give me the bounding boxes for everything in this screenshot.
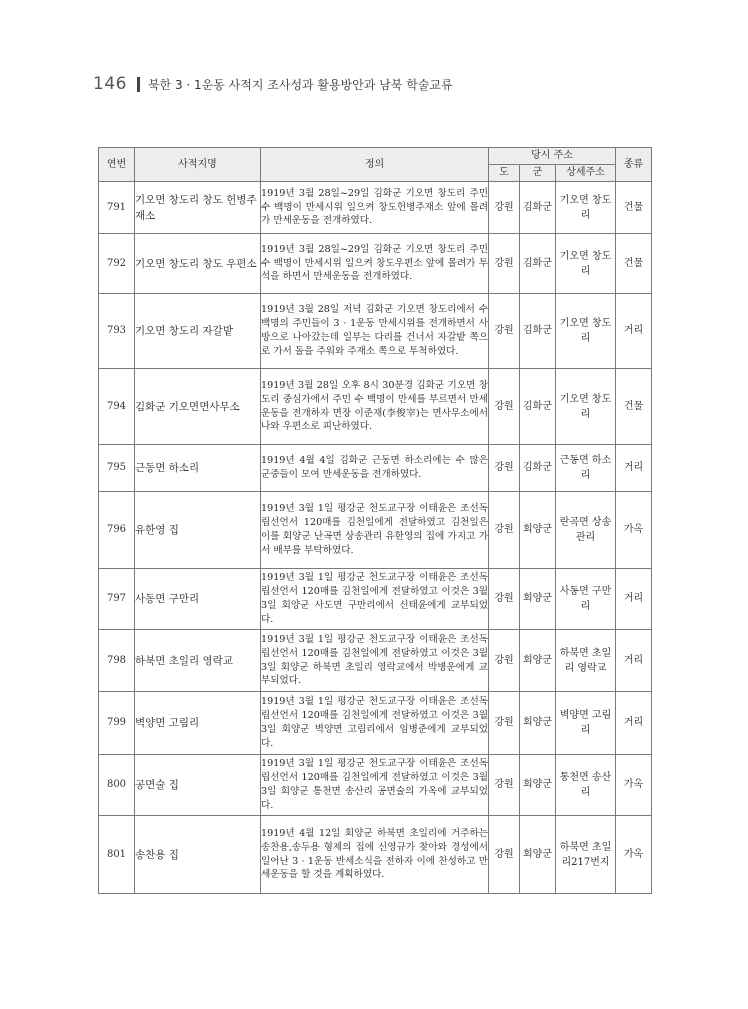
col-detail-header: 상세주소 xyxy=(556,165,616,182)
col-site-header: 사적지명 xyxy=(135,148,261,182)
site-type: 건물 xyxy=(616,182,652,234)
table-row xyxy=(99,630,652,692)
row-number: 792 xyxy=(99,234,135,294)
site-definition: 1919년 3월 1일 평강군 천도교구장 이태윤은 조선독립선언서 120매를 김천일에게 전달하였고 이것은 3월 3일 회양군 하북면 초일리 영락교에서 박병운에게 교부되었다. xyxy=(261,630,489,692)
county: 회양군 xyxy=(520,630,556,692)
col-address-group-header: 당시 주소 xyxy=(489,148,616,165)
col-county-header: 군 xyxy=(520,165,556,182)
table-header xyxy=(99,148,652,182)
site-definition: 1919년 4월 12일 회양군 하북면 초일리에 거주하는 송찬용,송두용 형제의 집에 신영규가 찾아와 경성에서 일어난 3 · 1운동 반세소식을 전하자 이에 찬성하고 만세운동을 할 것을 계획하였다. xyxy=(261,816,489,894)
site-definition: 1919년 3월 1일 평강군 천도교구장 이태윤은 조선독립선언서 120매를 김천일에게 전달하였고 이것은 3월 3일 회양군 벽양면 고림리에서 임병준에게 교부되었다. xyxy=(261,692,489,755)
col-definition-header: 정의 xyxy=(261,148,489,182)
table-row xyxy=(99,445,652,492)
col-number-header: 연번 xyxy=(99,148,135,182)
site-type: 건물 xyxy=(616,234,652,294)
province: 강원 xyxy=(489,294,520,369)
county: 김화군 xyxy=(520,234,556,294)
site-definition: 1919년 3월 1일 평강군 천도교구장 이태윤은 조선독립선언서 120매를 김천일에게 전달하였고 김천일은 이를 회양군 난곡면 상송관리 유한영의 집에 가지고 가서 배부를 부탁하였다. xyxy=(261,492,489,569)
detail-address: 벽양면 고림리 xyxy=(556,692,616,755)
site-name: 하북면 초일리 영락교 xyxy=(135,630,261,692)
detail-address: 근동면 하소리 xyxy=(556,445,616,492)
row-number: 796 xyxy=(99,492,135,569)
site-name: 벽양면 고림리 xyxy=(135,692,261,755)
site-name: 기오면 창도리 자갈밭 xyxy=(135,294,261,369)
site-name: 김화군 기오면면사무소 xyxy=(135,369,261,445)
site-name: 기오면 창도리 창도 헌병주재소 xyxy=(135,182,261,234)
header-divider xyxy=(137,77,140,92)
detail-address: 기오면 창도리 xyxy=(556,234,616,294)
county: 김화군 xyxy=(520,182,556,234)
col-type-header: 종류 xyxy=(616,148,652,182)
province: 강원 xyxy=(489,755,520,816)
site-type: 거리 xyxy=(616,445,652,492)
site-name: 사동면 구만리 xyxy=(135,569,261,630)
table-row xyxy=(99,816,652,894)
table-row xyxy=(99,294,652,369)
site-definition: 1919년 3월 28일 저녁 김화군 기오면 창도리에서 수 백명의 주민들이 3 · 1운동 만세시위를 전개하면서 사방으로 나아갔는데 일부는 다리를 건너서 자갈밭 쪽으로 가서 돌을 주워와 주재소 쪽으로 투척하였다. xyxy=(261,294,489,369)
detail-address: 란곡면 상송관리 xyxy=(556,492,616,569)
county: 회양군 xyxy=(520,569,556,630)
row-number: 798 xyxy=(99,630,135,692)
province: 강원 xyxy=(489,369,520,445)
detail-address: 사동면 구만리 xyxy=(556,569,616,630)
province: 강원 xyxy=(489,445,520,492)
row-number: 794 xyxy=(99,369,135,445)
table-row xyxy=(99,182,652,234)
county: 회양군 xyxy=(520,692,556,755)
row-number: 795 xyxy=(99,445,135,492)
site-name: 송찬용 집 xyxy=(135,816,261,894)
detail-address: 기오면 창도리 xyxy=(556,294,616,369)
province: 강원 xyxy=(489,692,520,755)
site-type: 거리 xyxy=(616,630,652,692)
row-number: 799 xyxy=(99,692,135,755)
site-definition: 1919년 3월 28일 오후 8시 30분경 김화군 기오면 창도리 중심가에서 주민 수 백명이 만세를 부르면서 만세운동을 전개하자 면장 이준재(李俊宰)는 면사무소에서 나와 우편소로 피난하였다. xyxy=(261,369,489,445)
table-row xyxy=(99,369,652,445)
site-definition: 1919년 4월 4일 김화군 근동면 하소리에는 수 많은 군중들이 모여 만세운동을 전개하였다. xyxy=(261,445,489,492)
page-header xyxy=(93,71,653,97)
detail-address: 하북면 초일리 영락교 xyxy=(556,630,616,692)
province: 강원 xyxy=(489,569,520,630)
row-number: 797 xyxy=(99,569,135,630)
site-name: 공면술 집 xyxy=(135,755,261,816)
site-name: 근동면 하소리 xyxy=(135,445,261,492)
site-definition: 1919년 3월 1일 평강군 천도교구장 이태윤은 조선독립선언서 120매를 김천일에게 전달하였고 이것은 3월 3일 회양군 통천면 송산리 공면술의 가옥에 교부되었다. xyxy=(261,755,489,816)
county: 회양군 xyxy=(520,492,556,569)
row-number: 791 xyxy=(99,182,135,234)
province: 강원 xyxy=(489,234,520,294)
running-title: 북한 3 · 1운동 사적지 조사성과 활용방안과 남북 학술교류 xyxy=(147,77,453,92)
province: 강원 xyxy=(489,492,520,569)
site-type: 가옥 xyxy=(616,492,652,569)
county: 김화군 xyxy=(520,445,556,492)
site-name: 유한영 집 xyxy=(135,492,261,569)
site-definition: 1919년 3월 28일~29일 김화군 기오면 창도리 주민 수 백명이 만세시위 일으켜 창도우편소 앞에 몰려가 투석을 하면서 만세운동을 전개하였다. xyxy=(261,234,489,294)
historic-sites-table xyxy=(98,147,652,894)
detail-address: 기오면 창도리 xyxy=(556,369,616,445)
row-number: 801 xyxy=(99,816,135,894)
site-definition: 1919년 3월 1일 평강군 천도교구장 이태윤은 조선독립선언서 120매를 김천일에게 전달하였고 이것은 3월 3일 회양군 사도면 구만리에서 신태윤에게 교부되었다. xyxy=(261,569,489,630)
county: 회양군 xyxy=(520,755,556,816)
site-type: 가옥 xyxy=(616,816,652,894)
province: 강원 xyxy=(489,816,520,894)
site-type: 거리 xyxy=(616,294,652,369)
province: 강원 xyxy=(489,630,520,692)
col-province-header: 도 xyxy=(489,165,520,182)
site-type: 건물 xyxy=(616,369,652,445)
site-type: 거리 xyxy=(616,569,652,630)
table-row xyxy=(99,569,652,630)
site-definition: 1919년 3월 28일~29일 김화군 기오면 창도리 주민 수 백명이 만세시위 일으켜 창도헌병주재소 앞에 몰려가 만세운동을 전개하였다. xyxy=(261,182,489,234)
county: 김화군 xyxy=(520,294,556,369)
table-row xyxy=(99,492,652,569)
table-row xyxy=(99,755,652,816)
detail-address: 통천면 송산리 xyxy=(556,755,616,816)
table-body xyxy=(99,182,652,894)
site-name: 기오면 창도리 창도 우편소 xyxy=(135,234,261,294)
site-type: 가옥 xyxy=(616,755,652,816)
row-number: 793 xyxy=(99,294,135,369)
table-row xyxy=(99,234,652,294)
detail-address: 기오면 창도리 xyxy=(556,182,616,234)
page-number: 146 xyxy=(93,74,127,94)
table-row xyxy=(99,692,652,755)
site-type: 거리 xyxy=(616,692,652,755)
province: 강원 xyxy=(489,182,520,234)
row-number: 800 xyxy=(99,755,135,816)
detail-address: 하북면 초일리217번지 xyxy=(556,816,616,894)
county: 김화군 xyxy=(520,369,556,445)
county: 회양군 xyxy=(520,816,556,894)
